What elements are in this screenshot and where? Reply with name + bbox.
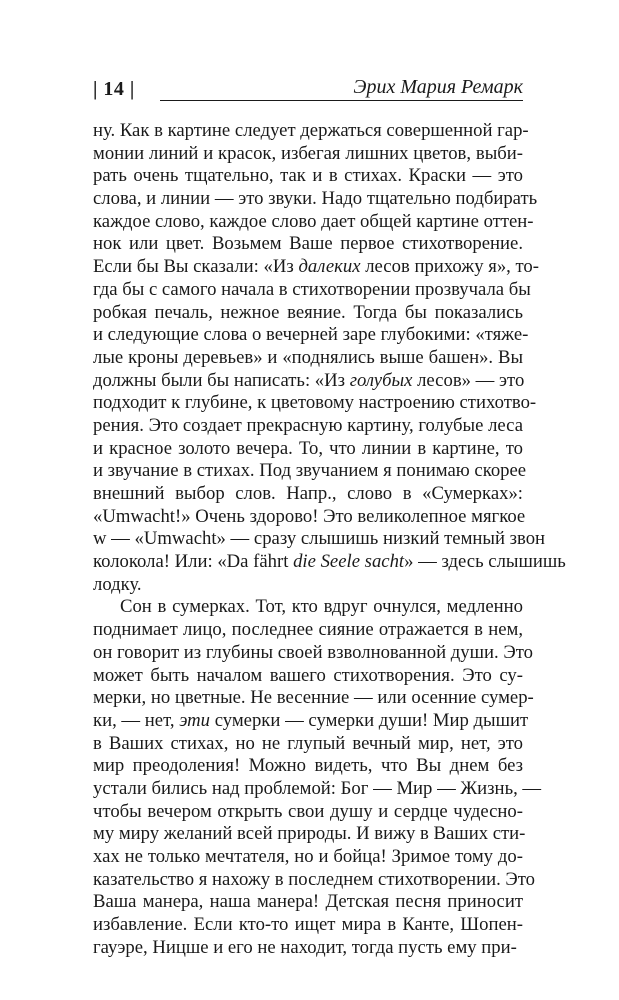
text-run: устали бились над проблемой: Бог — Мир — Жизнь, — — [93, 777, 542, 799]
text-run: w — «Umwacht» — сразу слышишь низкий темный звон — [93, 528, 546, 550]
italic-run: эти — [179, 709, 211, 731]
text-line — [93, 188, 538, 211]
text-run: ки, — нет, — [93, 709, 180, 731]
text-run: нок или цвет. Возьмем Ваше первое стихотворение. — [93, 233, 523, 255]
text-run: рать очень тщательно, так и в стихах. Краски — это — [93, 165, 523, 187]
text-line — [93, 415, 523, 438]
text-run: слова, и линии — это звуки. Надо тщательно подбирать — [93, 188, 538, 210]
text-run: чтобы вечером открыть свои душу и сердце чудесно- — [93, 800, 523, 822]
body-text — [93, 120, 566, 959]
text-run: внешний выбор слов. Напр., слово в «Сумерках»: — [93, 483, 523, 504]
text-line — [93, 868, 536, 892]
text-line — [93, 278, 531, 302]
text-run: лые кроны деревьев» и «поднялись выше башен». Вы — [93, 346, 523, 368]
text-line — [93, 505, 526, 529]
italic-run: голубых — [349, 369, 413, 391]
text-line — [93, 324, 529, 347]
text-run: мир преодоления! Можно видеть, что Вы днем без — [93, 755, 523, 777]
text-run: Если бы Вы сказали: «Из — [93, 256, 299, 278]
text-run: каждое слово, каждое слово дает общей картине оттен- — [93, 210, 534, 232]
text-run: он говорит из глубины своей взволнованной души. Это — [93, 641, 533, 663]
text-line — [93, 619, 523, 642]
text-run: ну. Как в картине следует держаться совершенной гар- — [93, 120, 529, 141]
text-line — [93, 528, 546, 551]
text-run: Сон в сумерках. Тот, кто вдруг очнулся, медленно — [120, 596, 523, 618]
text-line — [93, 551, 566, 574]
text-line — [93, 392, 537, 415]
text-line — [93, 347, 523, 370]
text-line — [93, 891, 523, 914]
text-line — [93, 120, 529, 143]
running-head: Эрих Мария Ремарк — [353, 76, 523, 98]
paragraph — [93, 596, 542, 959]
text-run: колокола! Или: «Da fährt — [93, 551, 294, 573]
text-line — [93, 143, 523, 166]
text-line — [93, 165, 523, 188]
text-run: и звучание в стихах. Под звучанием я понимаю скорее — [93, 460, 527, 482]
text-run: рения. Это создает прекрасную картину, голубые леса — [93, 414, 523, 436]
text-line — [93, 460, 527, 483]
text-run: му миру желаний всей природы. И вижу в Ваших сти- — [93, 823, 526, 845]
text-run: робкая печаль, нежное веяние. Тогда бы показались — [93, 301, 523, 323]
text-line — [93, 914, 523, 937]
text-line — [93, 709, 529, 733]
italic-run: die Seele sacht — [293, 551, 405, 573]
text-run: должны были бы написать: «Из — [93, 369, 350, 391]
text-line — [93, 801, 523, 824]
text-run: гда бы с самого начала в стихотворении прозвучала бы — [93, 278, 531, 300]
text-line — [93, 574, 523, 597]
page-number: | 14 | — [93, 78, 135, 100]
text-run: монии линий и красок, избегая лишних цветов, выби- — [93, 142, 523, 164]
text-line — [93, 596, 523, 619]
paragraph — [93, 120, 566, 596]
text-run: лесов прихожу я», то- — [360, 256, 539, 278]
text-line — [93, 210, 534, 234]
text-line — [93, 665, 523, 688]
text-line — [93, 302, 523, 325]
text-run: Ваша манера, наша манера! Детская песня приносит — [93, 891, 523, 913]
text-line — [93, 733, 523, 756]
header-rule — [160, 100, 523, 101]
text-line — [93, 755, 523, 778]
text-run: в Ваших стихах, но не глупый вечный мир, нет, это — [93, 732, 523, 754]
page-header — [93, 76, 523, 102]
text-line — [93, 777, 542, 801]
text-run: гауэре, Ницше и его не находит, тогда пусть ему при- — [93, 936, 517, 958]
text-line — [93, 233, 523, 256]
text-line — [93, 438, 523, 461]
text-line — [93, 641, 533, 665]
text-run: подходит к глубине, к цветовому настроению стихотво- — [93, 392, 537, 414]
text-run: лесов» — это — [412, 369, 525, 391]
text-line — [93, 937, 523, 960]
text-run: может быть началом вашего стихотворения. Это су- — [93, 664, 523, 686]
text-run: лодку. — [93, 573, 142, 595]
text-run: » — здесь слышишь — [404, 551, 566, 573]
text-run: и следующие слова о вечерней заре глубокими: «тяже- — [93, 324, 529, 346]
text-run: и красное золото вечера. То, что линии в картине, то — [93, 437, 523, 459]
text-line — [93, 483, 523, 506]
text-run: хах не только мечтателя, но и бойца! Зримое тому до- — [93, 846, 523, 867]
text-run: мерки, но цветные. Не весенние — или осенние сумер- — [93, 687, 534, 709]
text-line — [93, 846, 523, 869]
text-run: сумерки — сумерки души! Мир дышит — [210, 709, 529, 731]
text-run: «Umwacht!» Очень здорово! Это великолепное мягкое — [93, 505, 526, 527]
text-line — [93, 256, 539, 279]
text-run: казательство я нахожу в последнем стихотворении. Это — [93, 868, 536, 890]
italic-run: далеких — [298, 256, 361, 278]
text-line — [93, 687, 534, 710]
text-run: поднимает лицо, последнее сияние отражается в нем, — [93, 619, 523, 641]
text-line — [93, 370, 523, 393]
text-run: избавление. Если кто-то ищет мира в Канте, Шопен- — [93, 914, 523, 936]
text-line — [93, 823, 526, 846]
